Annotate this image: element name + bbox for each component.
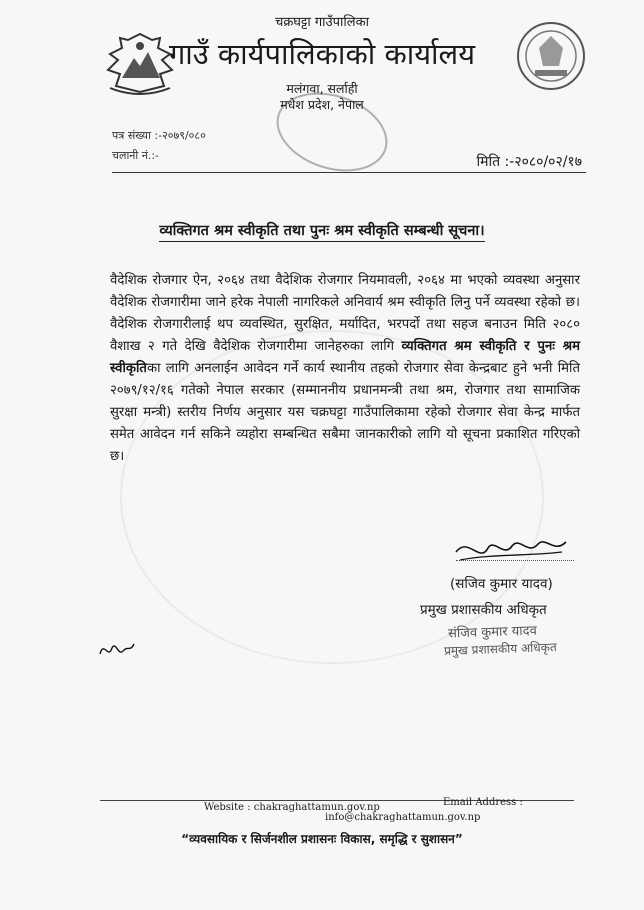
subject-text: व्यक्तिगत श्रम स्वीकृति तथा पुनः श्रम स्वीकृति सम्बन्धी सूचना। [159, 223, 484, 242]
body-text-1: वैदेशिक रोजगार ऐन, २०६४ तथा वैदेशिक रोजगार नियमावली, २०६४ मा भएको व्यवस्था अनुसार वैदेशिक रोजगारीमा जाने हरेक नेपाली नागरिकले अनिवार्य श्रम स्वीकृति लिनु पर्ने व्यवस्था रहेको छ। वैदेशिक रोजगारीलाई थप व्यवस्थित, सुरक्षित, मर्यादित, भरपर्दो तथा सहज बनाउन मिति २०८० वैशाख २ गते देखि वैदेशिक रोजगारीमा जानेहरुका लागि [110, 273, 580, 354]
email-label: Email Address : [443, 797, 523, 808]
province-line: मधेश प्रदेश, नेपाल [280, 97, 364, 112]
reference-number: पत्र संख्या :-२०७९/०८० [112, 129, 206, 142]
district-line: मलंगवा, सर्लाही [286, 81, 358, 96]
signature-icon [450, 530, 570, 570]
letter-body [110, 270, 580, 468]
municipality-name: चक्रघट्टा गाउँपालिका [275, 15, 369, 30]
initials-icon [96, 636, 136, 662]
office-title: गाउँ कार्यपालिकाको कार्यालय [168, 37, 476, 71]
signer-title: प्रमुख प्रशासकीय अधिकृत [420, 602, 547, 618]
body-text-2: का लागि अनलाईन आवेदन गर्ने कार्य स्थानीय तहको रोजगार सेवा केन्द्रबाट हुने भनी मिति २०७९/१२/१६ गतेको नेपाल सरकार (सम्माननीय प्रधानमन्त्री तथा श्रम, रोजगार तथा सामाजिक सुरक्षा मन्त्री) स्तरीय निर्णय अनुसार यस चक्रघट्टा गाउँपालिकामा रहेको रोजगार सेवा केन्द्र मार्फत समेत आवेदन गर्न सकिने व्यहोरा सम्बन्धित सबैमा जानकारीको लागि यो सूचना प्रकाशित गरिएको छ। [110, 361, 580, 464]
subject-line [0, 220, 644, 240]
stamp-signer-title: प्रमुख प्रशासकीय अधिकृत [443, 640, 557, 658]
website-text: Website : chakraghattamun.gov.np [204, 802, 380, 813]
body-bold-text: व्यक्तिगत श्रम स्वीकृति र पुनः श्रम स्वीकृति [110, 339, 580, 376]
stamp-signer-name: संजिव कुमार यादव [447, 623, 538, 642]
email-address: info@chakraghattamun.gov.np [325, 812, 481, 823]
header-divider [112, 172, 586, 173]
letter-date: मिति :-२०८०/०२/१७ [476, 154, 582, 170]
dispatch-number: चलानी नं.:- [112, 149, 160, 162]
signer-name: (सजिव कुमार यादव) [450, 576, 553, 592]
municipality-logo-icon [515, 20, 587, 92]
footer-motto: “व्यवसायिक र सिर्जनशील प्रशासनः विकास, समृद्धि र सुशासन” [181, 832, 463, 846]
signature-line [456, 560, 574, 561]
